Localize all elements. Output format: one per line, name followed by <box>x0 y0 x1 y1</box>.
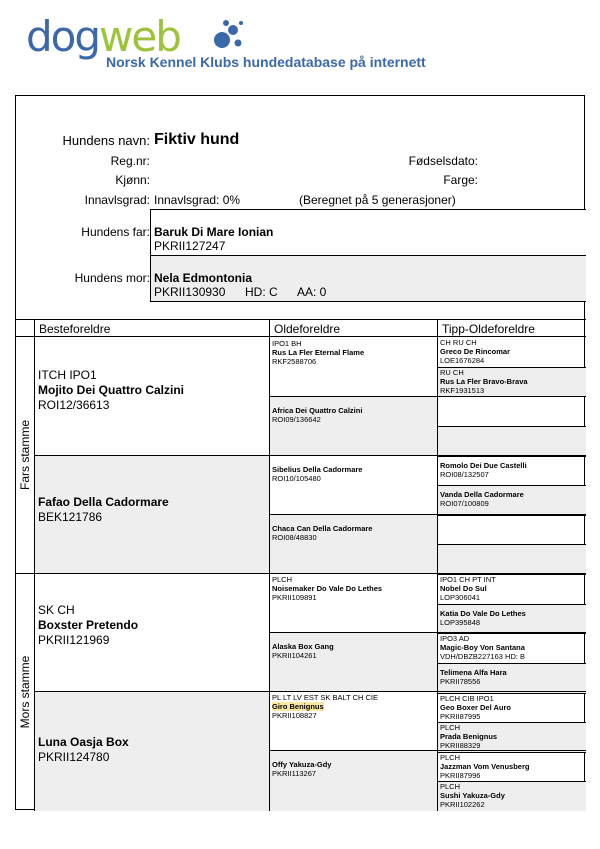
pedigree-table <box>16 319 586 811</box>
mother-reg: PKRII130930 <box>154 285 226 299</box>
father-box <box>150 209 586 256</box>
great-grandparent-8: Offy Yakuza-Gdy PKRII113267 <box>269 750 437 811</box>
header-grandparents: Besteforeldre <box>34 319 269 337</box>
grandparent-4: Luna Oasja Box PKRII124780 <box>34 691 269 811</box>
sire-side-label: Fars stamme <box>18 419 32 491</box>
color-label: Farge: <box>443 173 478 187</box>
dogweb-logo <box>26 12 446 72</box>
birth-date-label: Fødselsdato: <box>408 154 478 168</box>
great-grandparent-3: Sibelius Della Cadormare ROI10/105480 <box>272 465 363 483</box>
logo-tagline: Norsk Kennel Klubs hundedatabase på internett <box>106 54 426 70</box>
mother-aa: AA: 0 <box>297 285 327 299</box>
great-grandparent-4: Chaca Can Della Cadormare ROI08/48830 <box>269 514 437 573</box>
great-great-grandparent-12: Telimena Alfa Hara PKRII78556 <box>437 663 586 693</box>
great-great-grandparent-7 <box>437 515 586 544</box>
great-grandparent-6: Alaska Box Gang PKRII104261 <box>269 632 437 691</box>
header-spacer <box>16 319 34 337</box>
mother-label: Hundens mor: <box>74 271 150 285</box>
dam-side <box>16 573 34 811</box>
mother-name: Nela Edmontonia <box>154 271 253 285</box>
logo-wordmark: dogweb <box>26 12 180 61</box>
great-great-grandparent-13: PLCH CIB IPO1 Geo Boxer Del Auro PKRII87995 <box>440 694 511 721</box>
great-great-grandparent-11: IPO3 AD Magic-Boy Von Santana VDH/DBZB227163 HD: B <box>440 634 526 661</box>
grandparent-1: ITCH IPO1 Mojito Dei Quattro Calzini ROI12/36613 <box>38 368 184 412</box>
inbreeding-value: Innavlsgrad: 0% <box>154 193 241 207</box>
logo-dots-icon <box>202 18 246 54</box>
mother-box <box>150 255 586 302</box>
great-great-grandparent-2: RU CH Rus La Fler Bravo-Brava RKF1931513 <box>437 367 586 396</box>
dog-name: Fiktiv hund <box>154 131 240 148</box>
great-great-grandparent-9: IPO1 CH PT INT Nobel Do Sul LOP306041 <box>440 575 496 602</box>
inbreeding-label: Innavlsgrad: <box>84 193 150 207</box>
great-great-grandparent-1: CH RU CH Greco De Rincomar LOE1676284 <box>440 338 511 365</box>
sex-label: Kjønn: <box>115 173 150 187</box>
great-great-grandparent-16: PLCH Sushi Yakuza-Gdy PKRII102262 <box>437 781 586 811</box>
great-great-grandparent-6: Vanda Della Cadormare ROI07/100809 <box>437 485 586 515</box>
grandparent-3: SK CH Boxster Pretendo PKRII121969 <box>38 603 139 647</box>
header-great-grandparents: Oldeforeldre <box>269 319 437 337</box>
dog-name-label: Hundens navn: <box>62 133 150 148</box>
pedigree-document <box>15 95 585 810</box>
great-grandparent-1: IPO1 BH Rus La Fler Eternal Flame RKF2588706 <box>272 339 365 366</box>
dam-side-label: Mors stamme <box>18 655 32 729</box>
great-great-grandparent-4 <box>437 426 586 456</box>
great-great-grandparent-3 <box>437 396 586 426</box>
great-great-grandparent-14: PLCH Prada Benignus PKRII88329 <box>437 722 586 752</box>
grandparent-2: Fafao Della Cadormare BEK121786 <box>34 455 269 573</box>
great-great-grandparent-8 <box>437 544 586 574</box>
great-grandparent-7: PL LT LV EST SK BALT CH CIE Giro Benignus PKRII108827 <box>272 693 379 720</box>
header-great-great-grandparents: Tipp-Oldeforeldre <box>437 319 586 337</box>
great-great-grandparent-10: Katia Do Vale Do Lethes LOP395848 <box>437 604 586 633</box>
great-grandparent-2: Africa Dei Quattro Calzini ROI09/136642 <box>269 396 437 455</box>
father-name: Baruk Di Mare Ionian <box>154 225 274 239</box>
inbreeding-note: (Beregnet på 5 generasjoner) <box>299 193 456 207</box>
mother-hd: HD: C <box>245 285 278 299</box>
highlighted-name: Giro Benignus <box>272 702 324 711</box>
reg-label: Reg.nr: <box>110 154 150 168</box>
great-grandparent-5: PLCH Noisemaker Do Vale Do Lethes PKRII109891 <box>272 575 383 602</box>
great-great-grandparent-5: Romolo Dei Due Castelli ROI08/132507 <box>440 461 527 479</box>
great-great-grandparent-15: PLCH Jazzman Vom Venusberg PKRII87996 <box>440 753 530 780</box>
sire-side <box>16 337 34 573</box>
father-label: Hundens far: <box>81 225 150 239</box>
father-reg: PKRII127247 <box>154 239 226 253</box>
